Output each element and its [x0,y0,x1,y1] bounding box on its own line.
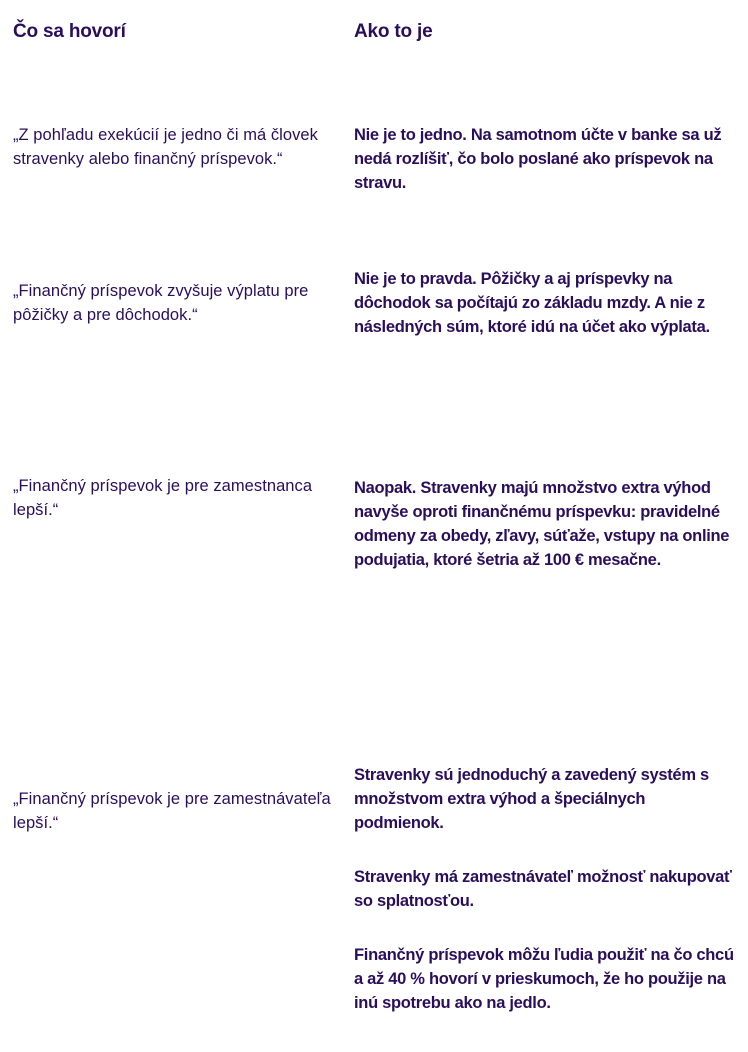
fact-text: Naopak. Stravenky majú množstvo extra výhod navyše oproti finančnému príspevku: pravidelné odmeny za obedy, zľavy, súťaže, vstupy na online podujatia, ktoré šetria až 100 € mesačne. [354,479,730,569]
column-header-myth: Čo sa hovorí [13,21,126,42]
fact-block [354,476,738,572]
fact-text: Stravenky má zamestnávateľ možnosť nakupovať so splatnosťou. [354,868,732,910]
myth-text: „Z pohľadu exekúcií je jedno či má človek stravenky alebo finančný príspevok.“ [13,126,318,168]
myth-text: „Finančný príspevok je pre zamestnávateľa lepší.“ [13,790,331,832]
fact-text: Finančný príspevok môžu ľudia použiť na čo chcú a až 40 % hovorí v prieskumoch, že ho použije na inú spotrebu ako na jedlo. [354,946,734,1012]
column-header-fact: Ako to je [354,21,433,42]
fact-text: Nie je to jedno. Na samotnom účte v banke sa už nedá rozlíšiť, čo bolo poslané ako príspevok na stravu. [354,126,722,192]
myth-text: „Finančný príspevok je pre zamestnanca lepší.“ [13,477,313,519]
fact-text: Stravenky sú jednoduchý a zavedený systém s množstvom extra výhod a špeciálnych podmienok. [354,766,709,832]
myth-text: „Finančný príspevok zvyšuje výplatu pre pôžičky a pre dôchodok.“ [13,282,309,324]
fact-block [354,763,738,1015]
fact-text: Nie je to pravda. Pôžičky a aj príspevky na dôchodok sa počítajú zo základu mzdy. A nie z následných súm, ktoré idú na účet ako výplata. [354,270,710,336]
fact-block [354,267,738,339]
fact-block [354,123,738,195]
